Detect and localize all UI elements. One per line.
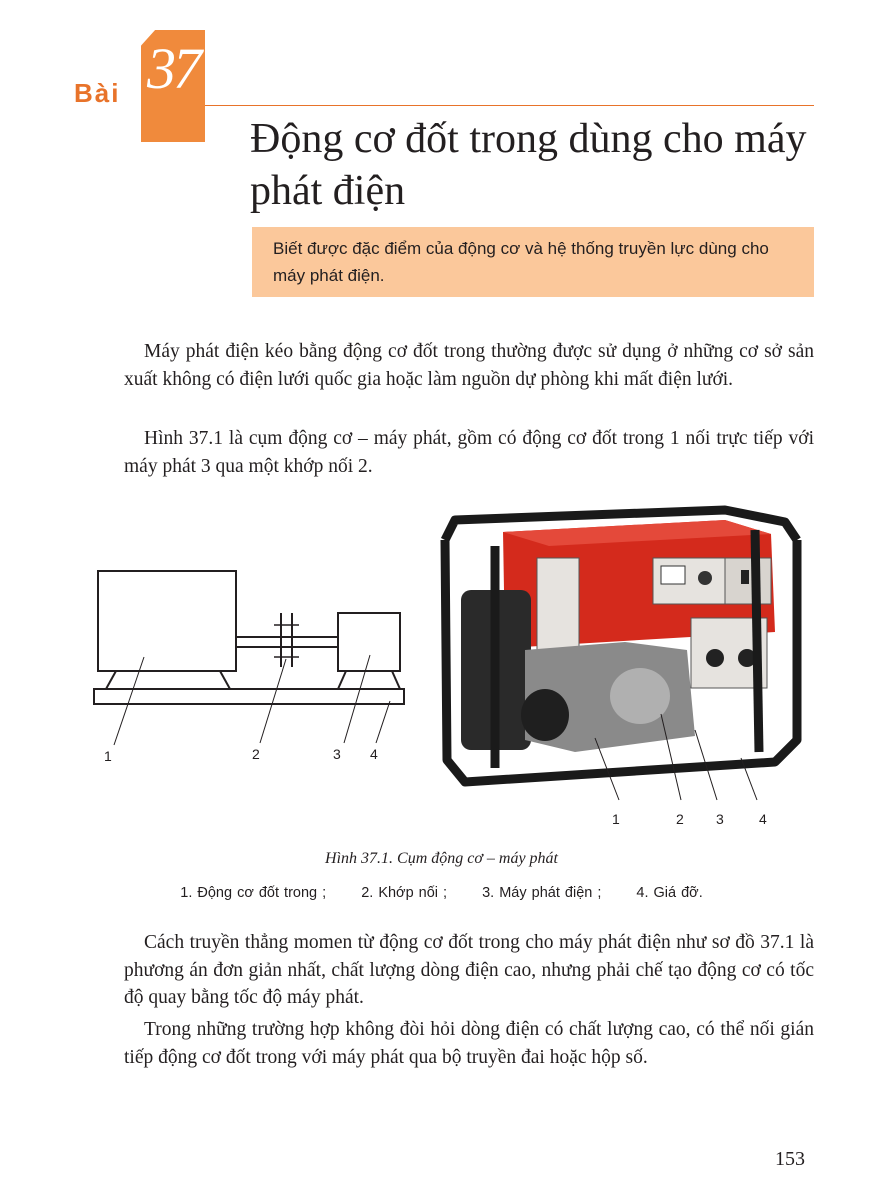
engine-foot-left [106,671,116,689]
lesson-label: Bài [74,78,121,108]
voltmeter [661,566,685,584]
legend-item-engine: 1. Động cơ đốt trong ; [180,885,327,901]
leader-2 [260,659,286,743]
generator-photo [425,500,815,805]
generator-foot-right [392,671,400,689]
engine-foot-right [220,671,230,689]
paragraph-figure-reference: Hình 37.1 là cụm động cơ – máy phát, gồm có động cơ đốt trong 1 nối trực tiếp với máy phát 3 qua một khớp nối 2. [124,428,814,477]
paragraph-indirect-drive: Trong những trường hợp không đòi hỏi dòng điện có chất lượng cao, có thể nối gián tiếp động cơ đốt trong với máy phát qua bộ truyền đai hoặc hộp số. [124,1019,814,1068]
schematic-label-4: 4 [370,746,378,762]
leader-4 [376,701,390,743]
legend-item-generator: 3. Máy phát điện ; [482,885,602,901]
leader-3 [344,655,370,743]
generator-foot-left [338,671,346,689]
photo-label-1: 1 [612,811,620,827]
figure-caption: Hình 37.1. Cụm động cơ – máy phát [325,850,558,867]
switch [741,570,749,584]
legend-item-coupling: 2. Khớp nối ; [361,885,448,901]
engine-generator-schematic [88,555,418,775]
page-number: 153 [775,1148,805,1170]
header-rule [205,105,814,106]
photo-label-2: 2 [676,811,684,827]
voltage-knob [698,571,712,585]
schematic-label-1: 1 [104,748,112,764]
objective-box: Biết được đặc điểm của động cơ và hệ thống truyền lực dùng cho máy phát điện. [252,227,814,297]
schematic-label-2: 2 [252,746,260,762]
photo-label-3: 3 [716,811,724,827]
lesson-number: 37 [147,36,199,101]
breaker-panel [537,558,579,650]
lesson-title: Động cơ đốt trong dùng cho máy phát điện [250,116,807,214]
schematic-label-3: 3 [333,746,341,762]
outlet-left [706,649,724,667]
engine-block [98,571,236,671]
photo-label-4: 4 [759,811,767,827]
generator-block [338,613,400,671]
legend-item-frame: 4. Giá đỡ. [636,885,703,901]
paragraph-intro: Máy phát điện kéo bằng động cơ đốt trong thường được sử dụng ở những cơ sở sản xuất không có điện lưới quốc gia hoặc làm nguồn dự phòng khi mất điện lưới. [124,341,814,390]
paragraph-direct-drive: Cách truyền thẳng momen từ động cơ đốt trong cho máy phát điện như sơ đồ 37.1 là phương án đơn giản nhất, chất lượng dòng điện cao, nhưng phải chế tạo động cơ có tốc độ quay bằng tốc độ máy phát. [124,932,814,1008]
figure-legend [0,885,883,901]
recoil-starter [521,689,569,741]
